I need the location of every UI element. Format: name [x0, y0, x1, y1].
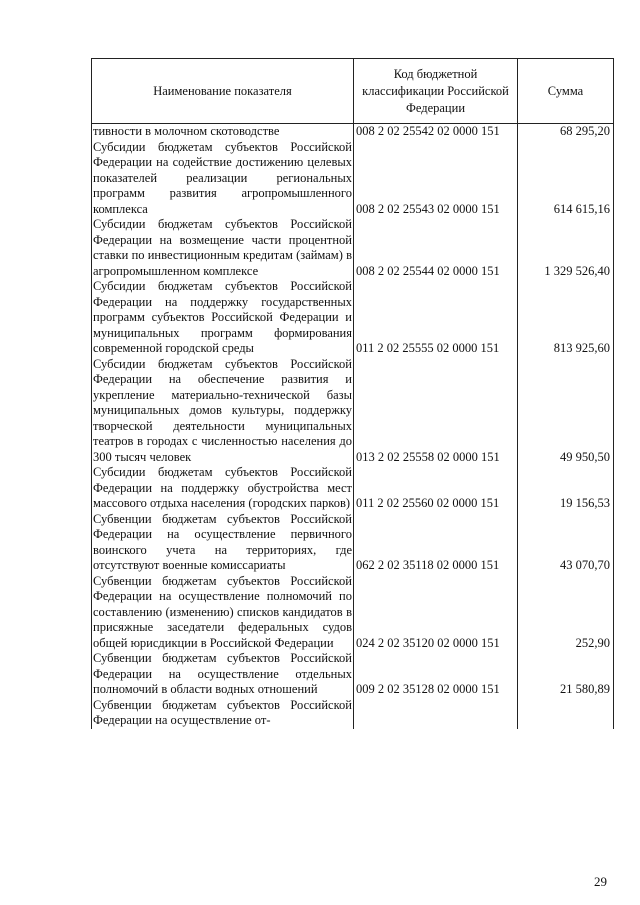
- budget-table: [91, 58, 614, 729]
- row-sum: 19 156,53: [518, 465, 614, 512]
- table-row: [92, 651, 614, 698]
- row-code: 011 2 02 25560 02 0000 151: [354, 465, 518, 512]
- table-row: [92, 574, 614, 652]
- table-row: [92, 698, 614, 729]
- row-name: тивности в молочном скотоводстве: [92, 124, 354, 140]
- table-row: [92, 140, 614, 218]
- header-code: Код бюджетной классификации Российской Федерации: [354, 59, 518, 124]
- row-sum: 252,90: [518, 574, 614, 652]
- table-row: [92, 124, 614, 140]
- row-name: Субсидии бюджетам субъектов Российской Федерации на поддержку обустройства мест массового отдыха населения (городских парков): [93, 465, 352, 510]
- row-sum: 1 329 526,40: [518, 217, 614, 279]
- row-name: Субвенции бюджетам субъектов Российской Федерации на осуществление отдельных полномочий в области водных отношений: [93, 651, 352, 696]
- row-code: 062 2 02 35118 02 0000 151: [354, 512, 518, 574]
- row-name: Субвенции бюджетам субъектов Российской Федерации на осуществление полномочий по составлению (изменению) списков кандидатов в присяжные заседатели федеральных судов общей юрисдикции в Российской Федерации: [93, 573, 352, 650]
- header-name: Наименование показателя: [92, 59, 354, 124]
- row-name: Субвенции бюджетам субъектов Российской Федерации на осуществление первичного воинского учета на территориях, где отсутствуют военные комиссариаты: [93, 511, 352, 572]
- row-name: Субвенции бюджетам субъектов Российской Федерации на осуществление от-: [93, 697, 352, 727]
- row-name: Субсидии бюджетам субъектов Российской Федерации на возмещение части процентной ставки по инвестиционным кредитам (займам) в агропромышленном комплексе: [93, 217, 352, 278]
- table-row: [92, 465, 614, 512]
- row-sum: 813 925,60: [518, 279, 614, 357]
- row-name: Субсидии бюджетам субъектов Российской Федерации на поддержку государственных программ субъектов Российской Федерации и муниципальных программ формирования современной городской среды: [93, 279, 352, 355]
- row-name: Субсидии бюджетам субъектов Российской Федерации на содействие достижению целевых показателей реализации региональных программ развития агропромышленного комплекса: [93, 139, 352, 216]
- row-sum: 49 950,50: [518, 357, 614, 466]
- page-number: 29: [594, 874, 607, 889]
- header-sum: Сумма: [518, 59, 614, 124]
- row-code: 009 2 02 35128 02 0000 151: [354, 651, 518, 698]
- row-code: 013 2 02 25558 02 0000 151: [354, 357, 518, 466]
- row-code: 008 2 02 25543 02 0000 151: [354, 140, 518, 218]
- row-code: [354, 698, 518, 729]
- row-code: 011 2 02 25555 02 0000 151: [354, 279, 518, 357]
- table-header-row: [92, 59, 614, 124]
- table-row: [92, 217, 614, 279]
- row-code: 008 2 02 25544 02 0000 151: [354, 217, 518, 279]
- table-row: [92, 512, 614, 574]
- row-sum: 21 580,89: [518, 651, 614, 698]
- row-sum: 68 295,20: [518, 124, 614, 140]
- row-sum: 43 070,70: [518, 512, 614, 574]
- table-row: [92, 279, 614, 357]
- table-row: [92, 357, 614, 466]
- row-name: Субсидии бюджетам субъектов Российской Федерации на обеспечение развития и укрепление материально-технической базы муниципальных домов культуры, поддержку творческой деятельности муниципальных театров в городах с численностью населения до 300 тысяч человек: [93, 356, 352, 464]
- row-sum: [518, 698, 614, 729]
- row-code: 008 2 02 25542 02 0000 151: [354, 124, 518, 140]
- row-code: 024 2 02 35120 02 0000 151: [354, 574, 518, 652]
- row-sum: 614 615,16: [518, 140, 614, 218]
